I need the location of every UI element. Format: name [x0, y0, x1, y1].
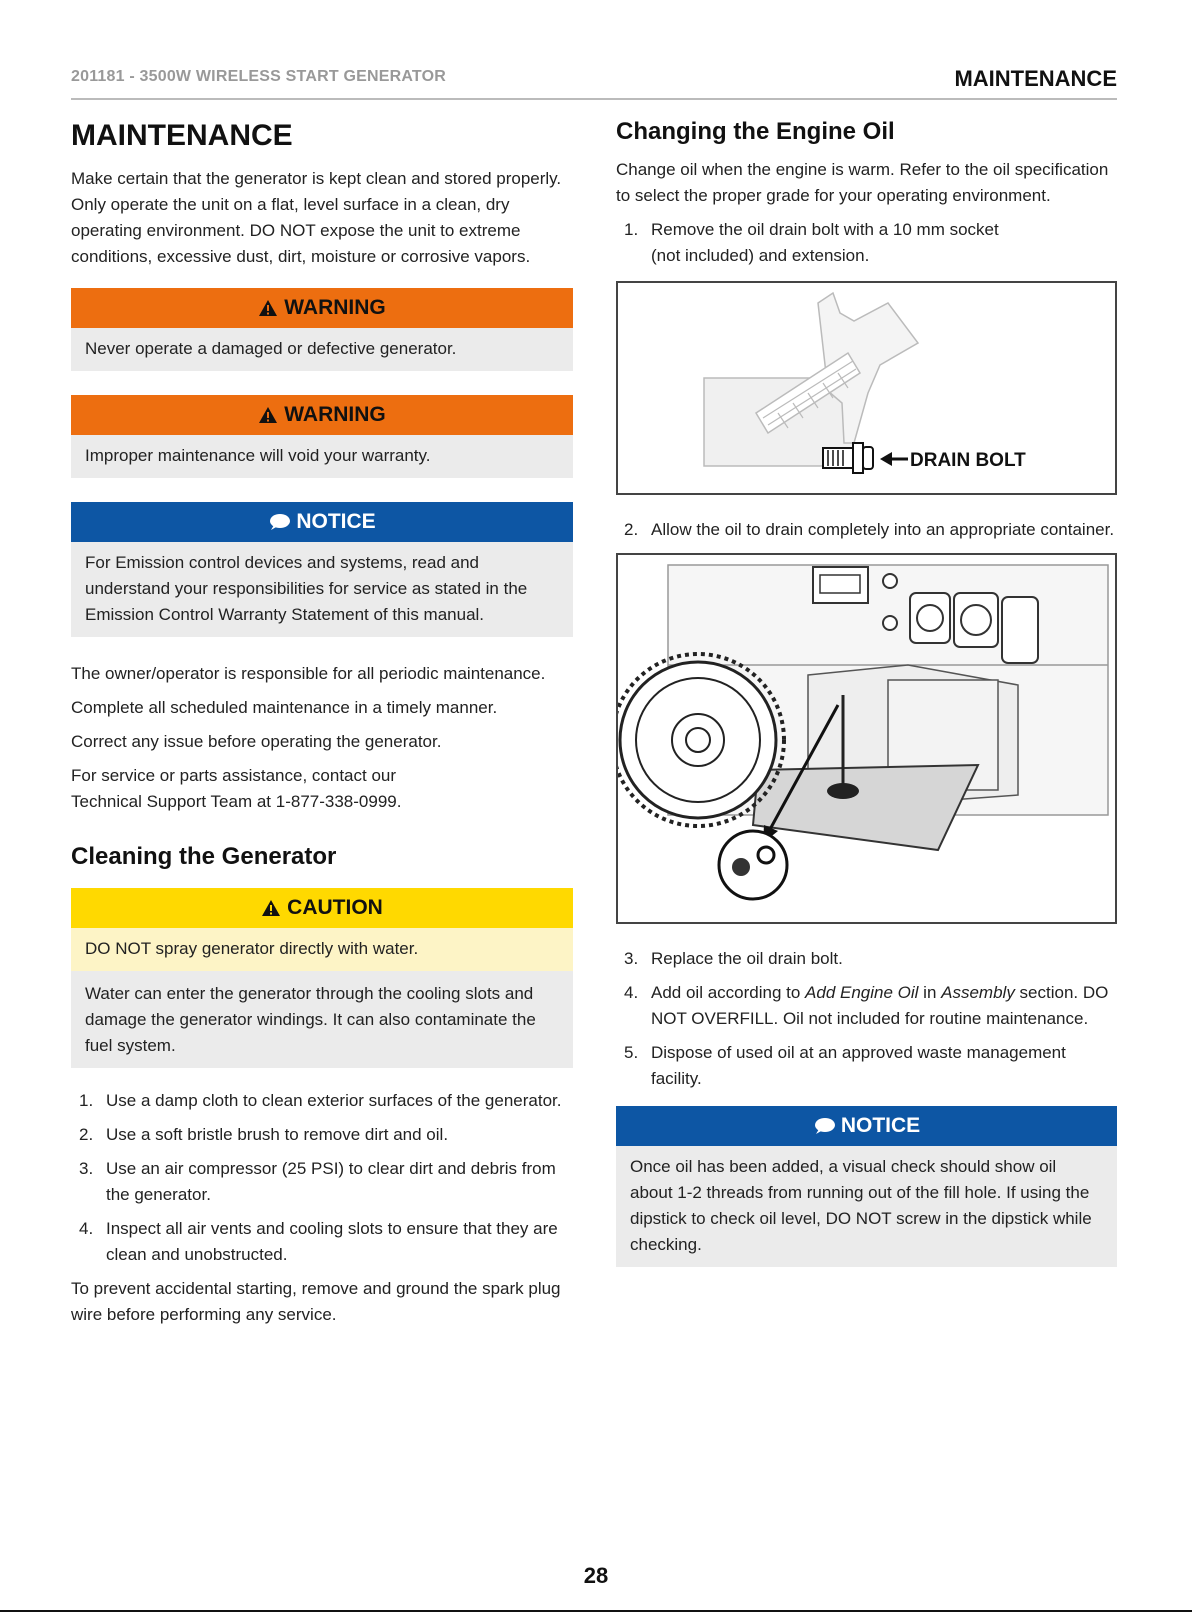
step-text: Dispose of used oil at an approved waste management facility. — [651, 1042, 1066, 1088]
notice-text: Once oil has been added, a visual check should show oil about 1-2 threads from running out of the fill hole. If using the dipstick to check oil level, DO NOT screw in the dipstick while checking. — [616, 1146, 1117, 1267]
list-item — [71, 1122, 573, 1148]
caution-header — [71, 888, 573, 928]
list-item — [616, 217, 1117, 269]
step-text: Use an air compressor (25 PSI) to clear dirt and debris from the generator. — [106, 1158, 556, 1204]
warning-header — [71, 288, 573, 328]
step-number: 3. — [624, 948, 639, 968]
section-header: MAINTENANCE — [954, 66, 1117, 91]
oil-steps-list-a — [616, 217, 1117, 269]
paragraph-owner: The owner/operator is responsible for all periodic maintenance. — [71, 664, 546, 683]
step-number: 3. — [79, 1158, 94, 1178]
notice-box-emission — [71, 502, 573, 637]
list-item — [616, 1040, 1117, 1092]
step-text: Replace the oil drain bolt. — [651, 948, 843, 968]
notice-label: NOTICE — [296, 510, 376, 533]
page-title: MAINTENANCE — [71, 119, 293, 152]
warning-box-damaged — [71, 288, 573, 371]
list-item — [71, 1156, 573, 1208]
cleaning-section-title: Cleaning the Generator — [71, 843, 337, 870]
step-text-emphasis: Assembly — [941, 982, 1015, 1002]
paragraph-service-line1: For service or parts assistance, contact our — [71, 766, 397, 785]
speech-bubble-icon — [813, 1117, 835, 1135]
bottom-divider — [0, 1610, 1192, 1612]
paragraph-schedule: Complete all scheduled maintenance in a timely manner. — [71, 698, 498, 717]
warning-triangle-icon — [258, 299, 278, 317]
warning-box-warranty — [71, 395, 573, 478]
notice-box-oil-check — [616, 1106, 1117, 1267]
list-item — [71, 1216, 573, 1268]
step-number: 2. — [624, 519, 639, 539]
list-item — [616, 517, 1117, 543]
drain-bolt-label: DRAIN BOLT — [910, 449, 1026, 471]
oil-drain-figure — [616, 553, 1117, 924]
step-number: 1. — [79, 1090, 94, 1110]
header-divider — [71, 98, 1117, 100]
notice-header — [616, 1106, 1117, 1146]
paragraph-service-line2: Technical Support Team at 1-877-338-0999. — [71, 792, 402, 811]
right-column — [616, 118, 1117, 1267]
engine-oil-intro: Change oil when the engine is warm. Refer to the oil specification to select the proper grade for your operating environment. — [616, 159, 1109, 205]
paragraph-correct: Correct any issue before operating the generator. — [71, 732, 442, 751]
engine-oil-section-title: Changing the Engine Oil — [616, 118, 895, 145]
caution-triangle-icon — [261, 899, 281, 917]
step-text-post: section. DO NOT OVERFILL. Oil not included for routine maintenance. — [651, 982, 1109, 1028]
oil-steps-list-c — [616, 946, 1117, 1092]
caution-box — [71, 888, 573, 1068]
warning-label: WARNING — [284, 296, 386, 319]
list-item — [616, 946, 1117, 972]
caution-text-secondary: Water can enter the generator through the cooling slots and damage the generator windings. It can also contaminate the fuel system. — [71, 971, 573, 1068]
oil-steps-list-b — [616, 517, 1117, 543]
drain-bolt-figure — [616, 281, 1117, 495]
warning-text: Never operate a damaged or defective generator. — [71, 328, 573, 371]
step-text: Inspect all air vents and cooling slots to ensure that they are clean and unobstructed. — [106, 1218, 558, 1264]
left-column — [71, 118, 573, 1328]
warning-header — [71, 395, 573, 435]
list-item — [71, 1088, 573, 1114]
caution-label: CAUTION — [287, 895, 383, 919]
speech-bubble-icon — [268, 513, 290, 531]
closing-paragraph: To prevent accidental starting, remove and ground the spark plug wire before performing any service. — [71, 1278, 561, 1324]
step-number: 4. — [624, 982, 639, 1002]
caution-text-primary: DO NOT spray generator directly with water. — [71, 928, 573, 971]
list-item — [616, 980, 1117, 1032]
step-text: Use a damp cloth to clean exterior surfaces of the generator. — [106, 1090, 562, 1110]
step-text: Use a soft bristle brush to remove dirt and oil. — [106, 1124, 449, 1144]
notice-header — [71, 502, 573, 542]
page-number: 28 — [583, 1563, 609, 1588]
warning-triangle-icon — [258, 406, 278, 424]
step-text-mid: in — [918, 982, 942, 1002]
notice-label: NOTICE — [840, 1113, 921, 1137]
step-number: 5. — [624, 1042, 639, 1062]
cleaning-steps-list — [71, 1088, 573, 1268]
warning-text: Improper maintenance will void your warranty. — [71, 435, 573, 478]
generator-drain-illustration — [618, 555, 1115, 922]
step-text-emphasis: Add Engine Oil — [805, 982, 919, 1002]
warning-label: WARNING — [284, 403, 386, 426]
step-text-pre: Add oil according to — [651, 982, 806, 1002]
step-number: 1. — [624, 219, 639, 239]
step-text: Allow the oil to drain completely into an appropriate container. — [651, 519, 1115, 539]
document-title: 201181 - 3500W WIRELESS START GENERATOR — [71, 68, 447, 85]
step-text: Remove the oil drain bolt with a 10 mm socket (not included) and extension. — [651, 219, 999, 265]
step-number: 2. — [79, 1124, 94, 1144]
drain-bolt-illustration — [618, 283, 1115, 493]
step-number: 4. — [79, 1218, 94, 1238]
notice-text: For Emission control devices and systems, read and understand your responsibilities for service as stated in the Emission Control Warranty Statement of this manual. — [71, 542, 573, 637]
intro-paragraph: Make certain that the generator is kept clean and stored properly. Only operate the unit on a flat, level surface in a clean, dry operating environment. DO NOT expose the unit to extreme conditions, excessive dust, dirt, moisture or corrosive vapors. — [71, 169, 562, 266]
